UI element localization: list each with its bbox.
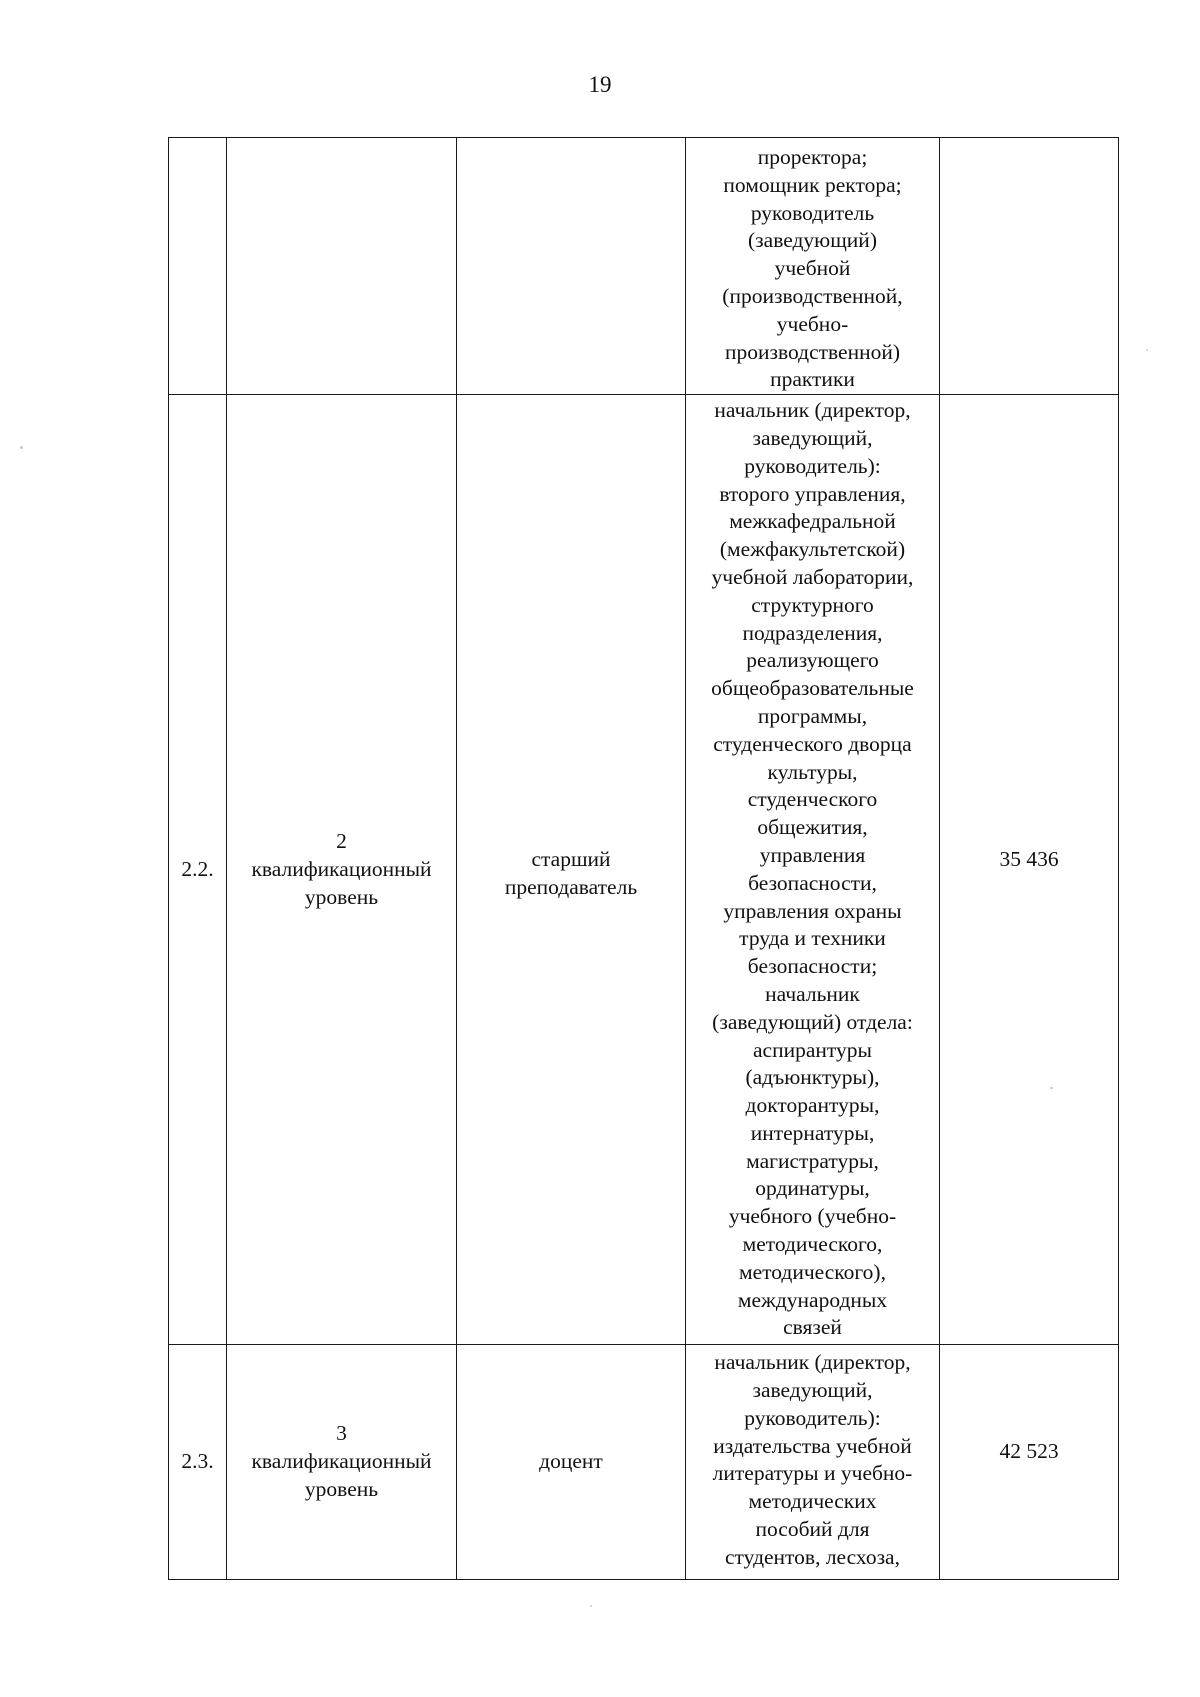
list-item: управления охраны [723, 898, 902, 923]
row-number: 2.2. [181, 856, 214, 881]
list-item: общеобразовательные [711, 676, 914, 701]
position-cell [457, 138, 686, 395]
qualification-level [227, 1420, 456, 1503]
list-item: помощник ректора; [723, 172, 902, 197]
level-word: уровень [304, 1477, 379, 1502]
scan-speck [20, 446, 23, 449]
positions-list [686, 397, 939, 1342]
list-item: ординатуры, [755, 1176, 870, 1201]
list-item: заведующий, [752, 1377, 873, 1402]
list-item: безопасности, [748, 870, 877, 895]
list-item: второго управления, [719, 481, 906, 506]
list-item: интернатуры, [750, 1120, 875, 1145]
list-item: связей [783, 1315, 842, 1340]
positions-list-cell [686, 395, 940, 1345]
list-item: руководитель): [744, 1405, 881, 1430]
positions-list-cell [686, 138, 940, 395]
salary-cell [940, 395, 1119, 1345]
list-item: начальник (директор, [714, 398, 911, 423]
list-item: студенческого дворца [713, 731, 912, 756]
list-item: производственной) [724, 339, 900, 364]
list-item: руководитель): [744, 453, 881, 478]
list-item: безопасности; [747, 954, 878, 979]
row-number-cell [169, 395, 227, 1345]
list-item: проректора; [757, 145, 868, 169]
scan-speck [1146, 349, 1148, 351]
position-cell [457, 395, 686, 1345]
salary-cell [940, 138, 1119, 395]
list-item: аспирантуры [753, 1037, 872, 1062]
scan-speck [1050, 1087, 1053, 1089]
position-title [457, 1448, 685, 1476]
list-item: учебной лаборатории, [711, 564, 914, 589]
list-item: студенческого [747, 787, 878, 812]
positions-list [686, 144, 939, 394]
level-number: 2 [336, 828, 347, 853]
list-item: реализующего [746, 648, 879, 673]
list-item: программы, [757, 703, 868, 728]
list-item: структурного [751, 592, 874, 617]
list-item: методических [748, 1489, 877, 1514]
list-item: (заведующий) отдела: [712, 1009, 913, 1034]
row-number-cell [169, 138, 227, 395]
scan-speck [590, 1605, 592, 1607]
list-item: докторантуры, [745, 1093, 880, 1118]
list-item: (межфакультетской) [719, 537, 906, 562]
table-row-continuation [169, 138, 1119, 395]
salary-table [168, 137, 1119, 1580]
positions-list-cell [686, 1345, 940, 1580]
list-item: учебной [774, 256, 851, 281]
list-item: руководитель [750, 200, 875, 225]
list-item: (заведующий) [748, 228, 877, 253]
list-item: литературы и учебно- [712, 1461, 913, 1486]
list-item: (адъюнктуры), [745, 1065, 880, 1090]
positions-list [686, 1349, 939, 1571]
salary-cell [940, 1345, 1119, 1580]
list-item: труда и техники [739, 926, 886, 951]
list-item: управления [759, 842, 866, 867]
list-item: международных [737, 1287, 888, 1312]
position-title [457, 838, 685, 902]
position-line: доцент [539, 1449, 603, 1474]
list-item: практики [770, 367, 855, 392]
qualification-level [227, 828, 456, 911]
list-item: методического), [739, 1259, 886, 1284]
list-item: начальник [765, 981, 860, 1006]
list-item: учебного (учебно- [728, 1204, 897, 1229]
position-cell [457, 1345, 686, 1580]
list-item: методического, [742, 1232, 883, 1257]
list-item: учебно- [776, 311, 849, 336]
level-word: квалификационный [251, 856, 432, 881]
qualification-level-cell [227, 1345, 457, 1580]
list-item: межкафедральной [729, 509, 896, 534]
table-row [169, 1345, 1119, 1580]
salary-value: 42 523 [999, 1439, 1059, 1464]
list-item: заведующий, [752, 425, 873, 450]
row-number-cell [169, 1345, 227, 1580]
list-item: общежития, [757, 815, 868, 840]
level-number: 3 [336, 1421, 347, 1446]
list-item: студентов, лесхоза, [725, 1544, 900, 1569]
position-line: преподаватель [504, 874, 638, 899]
list-item: издательства учебной [713, 1433, 912, 1458]
row-number: 2.3. [181, 1449, 214, 1474]
list-item: магистратуры, [746, 1148, 879, 1173]
level-word: уровень [304, 884, 379, 909]
table-row [169, 395, 1119, 1345]
list-item: пособий для [755, 1516, 870, 1541]
qualification-level-cell [227, 395, 457, 1345]
salary-value: 35 436 [999, 846, 1059, 871]
list-item: культуры, [767, 759, 858, 784]
list-item: (производственной, [722, 283, 903, 308]
qualification-level-cell [227, 138, 457, 395]
page-number: 19 [588, 72, 612, 97]
position-line: старший [531, 846, 611, 871]
list-item: начальник (директор, [714, 1350, 911, 1375]
list-item: подразделения, [742, 620, 883, 645]
level-word: квалификационный [251, 1449, 432, 1474]
